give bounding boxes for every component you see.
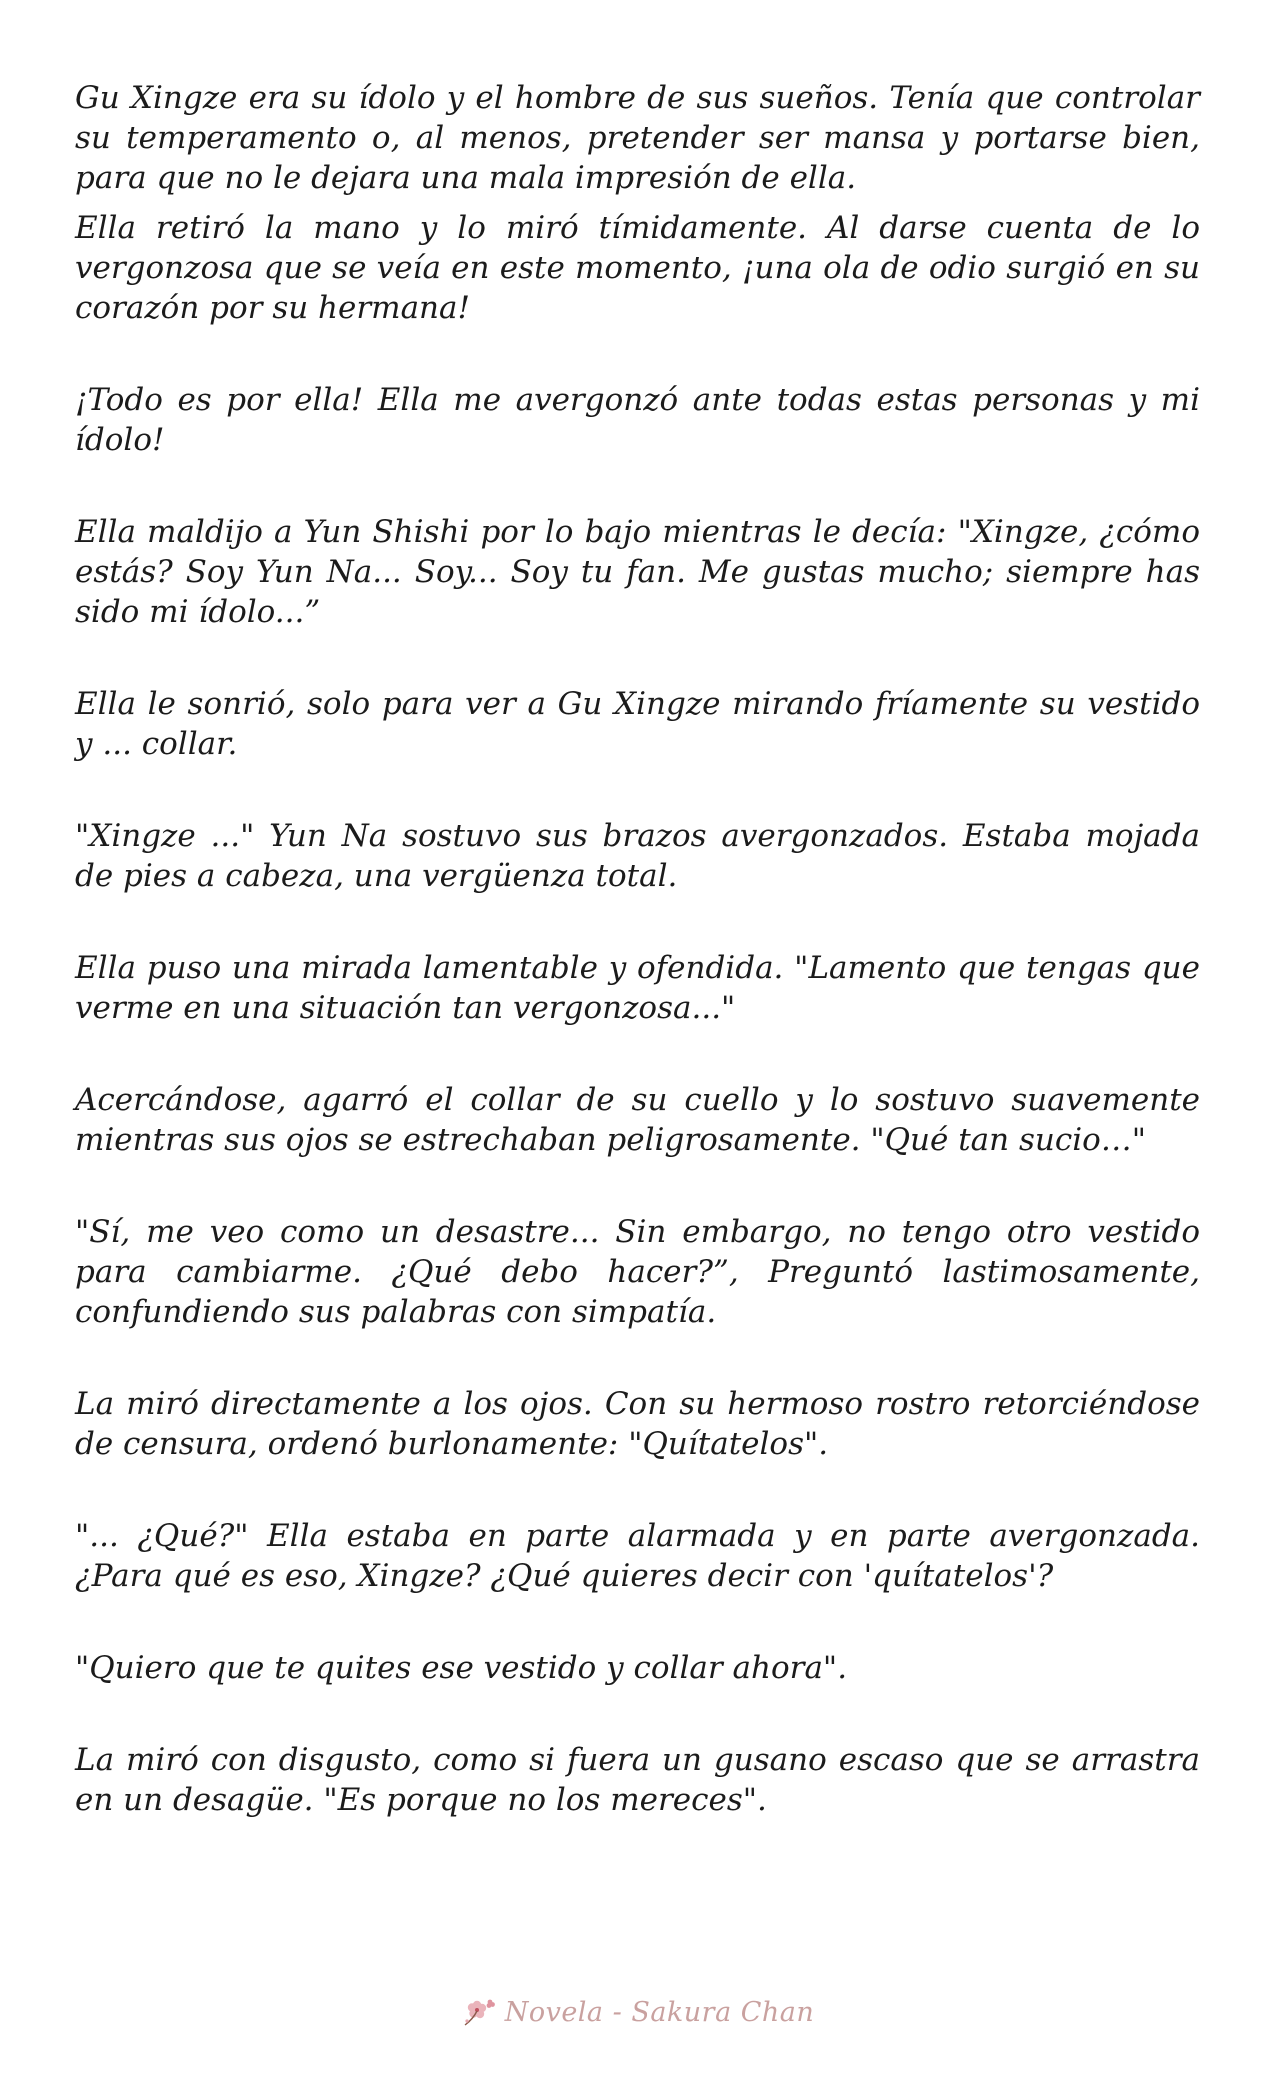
paragraph-11: "... ¿Qué?" Ella estaba en parte alarmada y en parte avergonzada. ¿Para qué es eso, Xingze? ¿Qué quieres decir con 'quítatelos'? — [75, 1518, 1200, 1594]
cherry-blossom-icon — [461, 1995, 499, 2029]
paragraph-12: "Quiero que te quites ese vestido y collar ahora". — [75, 1650, 848, 1686]
watermark-footer — [0, 1990, 1275, 2034]
paragraph-8: Acercándose, agarró el collar de su cuello y lo sostuvo suavemente mientras sus ojos se estrechaban peligrosamente. "Qué tan sucio…" — [75, 1082, 1200, 1158]
paragraph-4: Ella maldijo a Yun Shishi por lo bajo mientras le decía: "Xingze, ¿cómo estás? Soy Yun Na... Soy... Soy tu fan. Me gustas mucho; siempre has sido mi ídolo...” — [75, 514, 1200, 630]
paragraph-3: ¡Todo es por ella! Ella me avergonzó ante todas estas personas y mi ídolo! — [75, 382, 1200, 458]
paragraph-5: Ella le sonrió, solo para ver a Gu Xingze mirando fríamente su vestido y ... collar. — [75, 686, 1200, 762]
watermark-text: Novela - Sakura Chan — [504, 1996, 815, 2028]
paragraph-10: La miró directamente a los ojos. Con su hermoso rostro retorciéndose de censura, ordenó burlonamente: "Quítatelos". — [75, 1386, 1200, 1462]
paragraph-9: "Sí, me veo como un desastre... Sin embargo, no tengo otro vestido para cambiarme. ¿Qué debo hacer?”, Preguntó lastimosamente, confundiendo sus palabras con simpatía. — [75, 1214, 1200, 1330]
paragraph-7: Ella puso una mirada lamentable y ofendida. "Lamento que tengas que verme en una situación tan vergonzosa..." — [75, 950, 1200, 1026]
paragraph-13: La miró con disgusto, como si fuera un gusano escaso que se arrastra en un desagüe. "Es porque no los mereces". — [75, 1742, 1200, 1818]
chapter-text — [75, 78, 1200, 1820]
paragraph-1: Gu Xingze era su ídolo y el hombre de sus sueños. Tenía que controlar su temperamento o, al menos, pretender ser mansa y portarse bien, para que no le dejara una mala impresión de ella. — [75, 80, 1200, 196]
paragraph-2: Ella retiró la mano y lo miró tímidamente. Al darse cuenta de lo vergonzosa que se veía en este momento, ¡una ola de odio surgió en su corazón por su hermana! — [75, 210, 1200, 326]
paragraph-6: "Xingze ..." Yun Na sostuvo sus brazos avergonzados. Estaba mojada de pies a cabeza, una vergüenza total. — [75, 818, 1200, 894]
